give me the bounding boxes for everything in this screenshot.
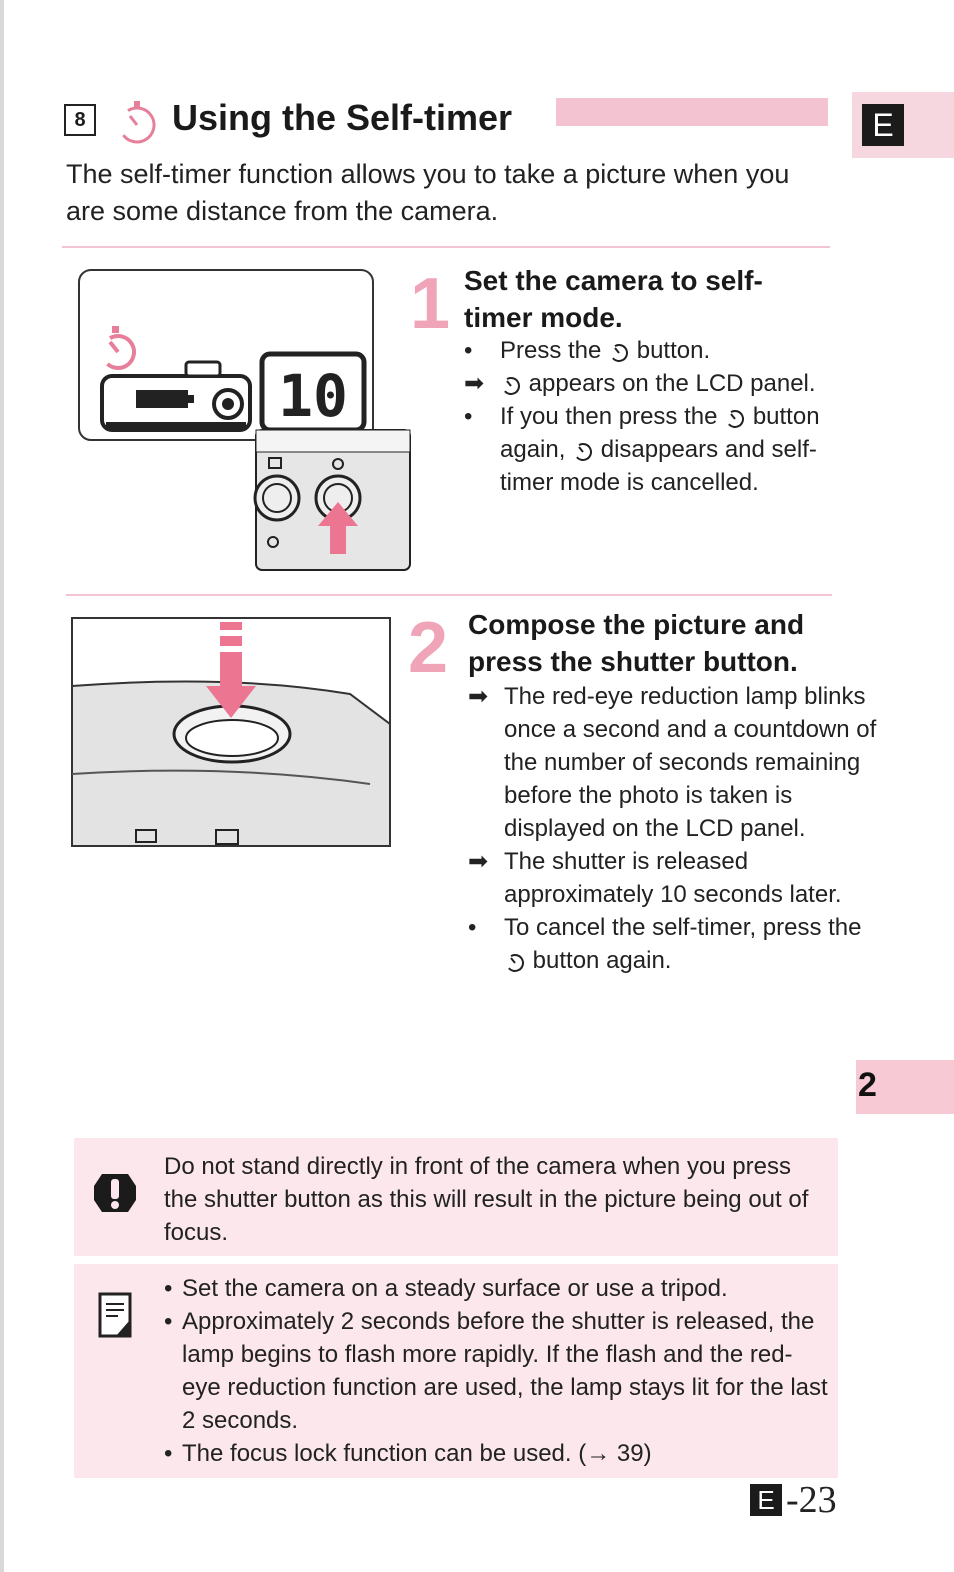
section-divider [62, 246, 830, 248]
step-2-title: Compose the picture and press the shutter button. [468, 609, 805, 677]
list-item: • Press the button. [464, 334, 834, 367]
self-timer-icon [504, 951, 526, 973]
step-2-instructions [468, 680, 880, 977]
caution-text: Do not stand directly in front of the camera when you press the shutter button as this will result in the picture being out of focus. [164, 1153, 809, 1246]
lcd-countdown: 10 [278, 362, 348, 430]
page-title: Using the Self-timer [172, 97, 513, 138]
list-item: • If you then press the button again, disappears and self-timer mode is cancelled. [464, 400, 834, 499]
result-arrow-icon: ➡ [464, 370, 485, 397]
memo-icon [96, 1290, 136, 1342]
camera-lcd-illustration [76, 266, 416, 576]
list-item: ➡ The red-eye reduction lamp blinks once a second and a countdown of the number of seconds remaining before the photo is taken is displayed on the LCD panel. [468, 680, 880, 845]
caution-panel [74, 1138, 838, 1256]
footer-language-badge: E [750, 1484, 782, 1516]
page-edge [0, 0, 4, 1572]
section-divider [66, 594, 832, 596]
page-number: -23 [786, 1479, 837, 1521]
intro-paragraph: The self-timer function allows you to take a picture when you are some distance from the camera. [66, 159, 790, 226]
bullet: • [468, 914, 477, 941]
step-1-number: 1 [410, 264, 451, 344]
self-timer-icon [608, 341, 630, 363]
step-1-title: Set the camera to self-timer mode. [464, 265, 763, 333]
shutter-button-illustration [70, 614, 396, 850]
result-arrow-icon: ➡ [468, 683, 489, 710]
result-arrow-icon: ➡ [468, 848, 489, 875]
notes-list [164, 1272, 830, 1470]
list-item: ➡ The shutter is released approximately 10 seconds later. [468, 845, 880, 911]
self-timer-icon [572, 440, 594, 462]
self-timer-icon [724, 407, 746, 429]
section-number-box: 8 [64, 104, 96, 136]
list-item: • Set the camera on a steady surface or use a tripod. [164, 1275, 728, 1302]
list-item: • The focus lock function can be used. (→ 39) [164, 1440, 652, 1467]
list-item: • Approximately 2 seconds before the shutter is released, the lamp begins to flash more rapidly. If the flash and the red-eye reduction function are used, the lamp stays lit for the last 2 seconds. [164, 1308, 828, 1434]
list-item: • To cancel the self-timer, press the button again. [468, 911, 880, 977]
list-item: ➡ appears on the LCD panel. [464, 367, 834, 400]
step-1-instructions [464, 334, 834, 499]
step-2-number: 2 [408, 608, 449, 688]
bullet: • [464, 403, 473, 430]
title-accent-bar [556, 98, 828, 126]
self-timer-icon [112, 98, 162, 148]
self-timer-icon [500, 374, 522, 396]
caution-icon [90, 1168, 140, 1218]
bullet: • [464, 337, 473, 364]
language-tab: E [862, 104, 904, 146]
chapter-tab: 2 [858, 1066, 877, 1104]
notes-panel [74, 1264, 838, 1478]
